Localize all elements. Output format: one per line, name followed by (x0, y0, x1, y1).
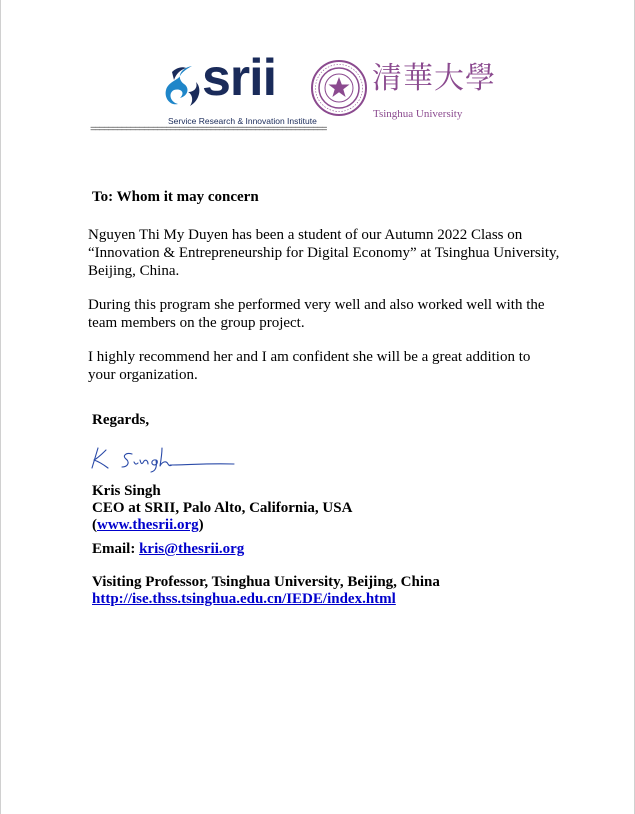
paragraph-1-line-3: Beijing, China. (88, 263, 180, 279)
email-link[interactable]: kris@thesrii.org (139, 541, 245, 557)
tsinghua-seal-icon (311, 60, 367, 116)
closing: Regards, (92, 412, 150, 428)
iede-url-link[interactable]: http://ise.thss.tsinghua.edu.cn/IEDE/index.html (92, 591, 396, 607)
header-divider: ===================================================== (90, 126, 326, 136)
tsinghua-chinese-name: 清華大學 (372, 61, 496, 96)
signer-email-line (92, 541, 244, 558)
paragraph-2-line-2: team members on the group project. (88, 315, 305, 331)
visiting-professor-line: Visiting Professor, Tsinghua University, Beijing, China (92, 574, 440, 590)
paragraph-3-line-1: I highly recommend her and I am confident she will be a great addition to (88, 349, 531, 365)
paragraph-2-line-1: During this program she performed very well and also worked well with the (88, 297, 545, 313)
handwritten-signature (88, 440, 238, 474)
email-label: Email: (92, 541, 140, 557)
salutation: To: Whom it may concern (92, 189, 259, 205)
srii-logo (162, 49, 317, 128)
signer-name: Kris Singh (92, 483, 161, 499)
iede-url-line (92, 591, 396, 608)
paragraph-1-line-1: Nguyen Thi My Duyen has been a student of our Autumn 2022 Class on (88, 227, 523, 243)
paragraph-3-line-2: your organization. (88, 367, 198, 383)
srii-swirl-icon (162, 62, 206, 112)
website-link[interactable]: www.thesrii.org (97, 517, 199, 533)
srii-tagline: Service Research & Innovation Institute (168, 116, 317, 126)
signer-website-line (92, 517, 204, 534)
website-close-paren: ) (198, 517, 204, 533)
website-open-paren: ( (92, 517, 97, 533)
page-edge-left (0, 0, 1, 814)
srii-logo-text: srii (202, 49, 277, 107)
tsinghua-english-name: Tsinghua University (373, 108, 463, 120)
paragraph-1-line-2: “Innovation & Entrepreneurship for Digital Economy” at Tsinghua University, (88, 245, 560, 261)
signer-title: CEO at SRII, Palo Alto, California, USA (92, 500, 353, 516)
